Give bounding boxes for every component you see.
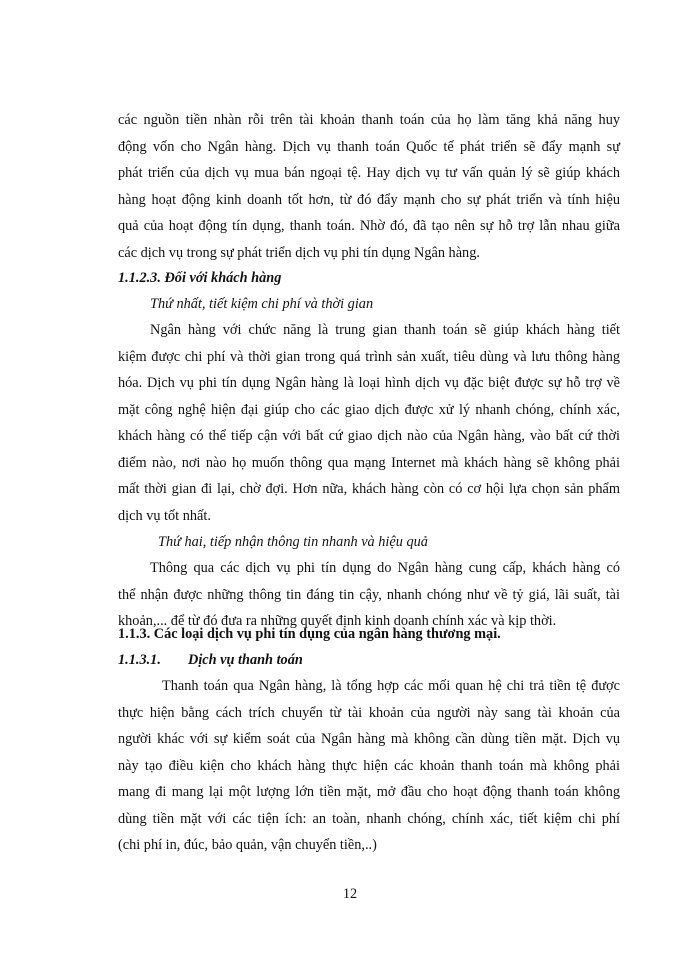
section-heading-1123 xyxy=(118,265,620,292)
text-line: mặt công nghệ hiện đại giúp cho các giao dịch được xử lý nhanh chóng, chính xác, xyxy=(118,401,620,418)
text-line: các dịch vụ trong sự phát triển dịch vụ phi tín dụng Ngân hàng. xyxy=(118,244,480,261)
text-line: người khác với sự kiểm soát của Ngân hàng mà không cần dùng tiền mặt. Dịch vụ xyxy=(118,731,620,747)
paragraph-1 xyxy=(118,107,620,266)
text-line: phát triển của dịch vụ mua bán ngoại tệ. Hay dịch vụ tư vấn quản lý sẽ giúp khách xyxy=(118,165,620,181)
section-heading-1131 xyxy=(118,647,620,674)
text-line: các nguồn tiền nhàn rỗi trên tài khoản thanh toán của họ làm tăng khả năng huy xyxy=(118,112,620,128)
text-line: hàng hoạt động kinh doanh tốt hơn, từ đó đẩy mạnh cho sự phát triển và tính hiệu xyxy=(118,191,620,208)
heading-text: 1.1.2.3. Đối với khách hàng xyxy=(118,270,282,286)
text-line: thực hiện bằng cách trích chuyển từ tài khoản của người này sang tài khoản của xyxy=(118,704,620,721)
text-line: dịch vụ tốt nhất. xyxy=(118,507,211,524)
text-line: (chi phí in, đúc, bảo quản, vận chuyển tiền,..) xyxy=(118,837,377,853)
paragraph-2 xyxy=(118,317,620,529)
text-line: này tạo điều kiện cho khách hàng thực hiện các khoản thanh toán mà không phải xyxy=(118,757,620,774)
text-line: dùng tiền mặt với các tiện ích: an toàn, nhanh chóng, chính xác, tiết kiệm chi phí xyxy=(118,810,620,827)
heading-number: 1.1.3.1. xyxy=(118,652,161,668)
text-line: Thông qua các dịch vụ phi tín dụng do Ngân hàng cung cấp, khách hàng có xyxy=(150,560,620,576)
heading-text: Dịch vụ thanh toán xyxy=(188,652,303,668)
text-line: Thanh toán qua Ngân hàng, là tổng hợp các mối quan hệ chi trả tiền tệ được xyxy=(162,678,620,694)
text-line: quả của hoạt động tín dụng, thanh toán. Nhờ đó, đã tạo nên sự hỗ trợ lẫn nhau giữa xyxy=(118,218,620,234)
section-heading-113 xyxy=(118,621,620,648)
subheading-second xyxy=(118,529,620,556)
text-line: mất thời gian đi lại, chờ đợi. Hơn nữa, khách hàng còn có cơ hội lựa chọn sản phẩm xyxy=(118,481,620,497)
text-line: điểm nào, nơi nào họ muốn thông qua mạng Internet mà khách hàng sẽ không phải xyxy=(118,454,620,471)
text-line: thể nhận được những thông tin đáng tin cậy, nhanh chóng như về tỷ giá, lãi suất, tài xyxy=(118,586,620,603)
subheading-text: Thứ nhất, tiết kiệm chi phí và thời gian xyxy=(150,296,374,312)
subheading-text: Thứ hai, tiếp nhận thông tin nhanh và hiệu quả xyxy=(158,534,428,550)
text-line: Ngân hàng với chức năng là trung gian thanh toán sẽ giúp khách hàng tiết xyxy=(150,322,620,338)
text-line: kiệm được chi phí và thời gian trong quá trình sản xuất, tiêu dùng và lưu thông hàng xyxy=(118,348,620,365)
page-number: 12 xyxy=(342,886,358,902)
text-line: khoản,... để từ đó đưa ra những quyết định kinh doanh chính xác và kịp thời. xyxy=(118,613,557,629)
subheading-first xyxy=(118,291,620,318)
heading-text: 1.1.3. Các loại dịch vụ phi tín dụng của ngân hàng thương mại. xyxy=(118,626,501,642)
text-line: động vốn cho Ngân hàng. Dịch vụ thanh toán Quốc tế phát triển sẽ đẩy mạnh sự xyxy=(118,138,620,155)
paragraph-4 xyxy=(118,673,620,859)
heading-line xyxy=(118,647,620,674)
text-line: hóa. Dịch vụ phi tín dụng Ngân hàng là loại hình dịch vụ đặc biệt được sự hỗ trợ về xyxy=(118,375,620,391)
text-line: mang đi mang lại một lượng lớn tiền mặt, mở đầu cho hoạt động thanh toán không xyxy=(118,784,620,800)
text-line: khách hàng có thể tiếp cận với bất cứ giao dịch nào của Ngân hàng, vào bất cứ thời xyxy=(118,428,620,444)
